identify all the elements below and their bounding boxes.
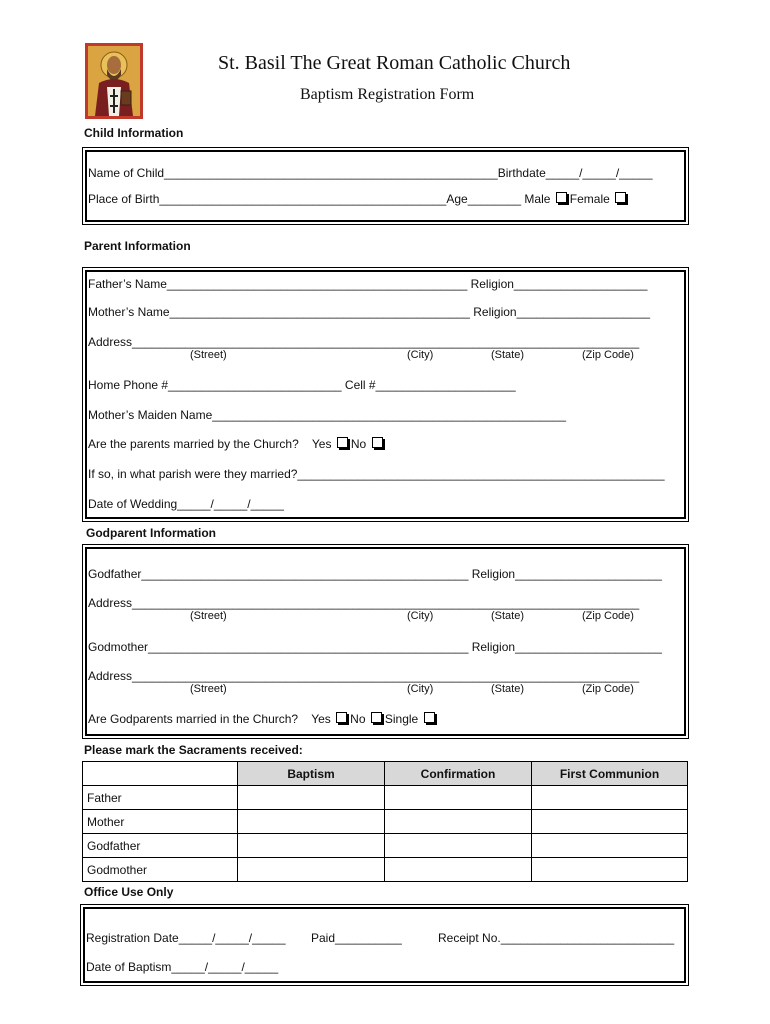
maiden-name-field[interactable]: Mother’s Maiden Name_____________________________________________________	[88, 408, 566, 422]
birth-line-text: Place of Birth___________________________________________Age________ Male	[88, 192, 551, 206]
page-subtitle: Baptism Registration Form	[300, 86, 475, 103]
table-row	[83, 810, 688, 834]
parish-field[interactable]: If so, in what parish were they married?_______________________________________________________	[88, 467, 665, 481]
parents-married-question	[88, 437, 386, 451]
sacrament-cell[interactable]	[385, 834, 532, 858]
table-row	[83, 834, 688, 858]
sacrament-cell[interactable]	[238, 810, 385, 834]
parents-married-label: Are the parents married by the Church? Yes	[88, 437, 332, 451]
city-label: (City)	[407, 610, 434, 622]
state-label: (State)	[491, 610, 525, 622]
page-title: St. Basil The Great Roman Catholic Church	[218, 52, 571, 74]
no-label: No	[350, 437, 367, 451]
godfather-field[interactable]: Godfather_________________________________________________ Religion______________________	[88, 567, 662, 581]
zip-label: (Zip Code)	[582, 610, 634, 622]
column-header: First Communion	[532, 762, 688, 786]
baptism-date-field[interactable]: Date of Baptism_____/_____/_____	[86, 960, 279, 974]
state-label: (State)	[491, 683, 525, 695]
wedding-date-field[interactable]: Date of Wedding_____/_____/_____	[88, 497, 284, 511]
sacrament-cell[interactable]	[385, 858, 532, 882]
phone-field[interactable]: Home Phone #__________________________ Cell #_____________________	[88, 378, 516, 392]
street-label: (Street)	[190, 349, 227, 361]
sacrament-cell[interactable]	[238, 834, 385, 858]
sacraments-heading: Please mark the Sacraments received:	[84, 743, 303, 757]
column-header: Confirmation	[385, 762, 532, 786]
parent-address-field[interactable]: Address____________________________________________________________________________	[88, 335, 640, 349]
godmother-field[interactable]: Godmother________________________________________________ Religion______________________	[88, 640, 662, 654]
godparents-yes-checkbox[interactable]	[336, 712, 347, 723]
parents-married-no-checkbox[interactable]	[372, 437, 383, 448]
row-label: Godfather	[83, 834, 238, 858]
street-label: (Street)	[190, 610, 227, 622]
table-corner	[83, 762, 238, 786]
state-label: (State)	[491, 349, 525, 361]
registration-date-field[interactable]: Registration Date_____/_____/_____	[86, 931, 286, 945]
godparents-married-question	[88, 712, 438, 726]
sacrament-cell[interactable]	[238, 786, 385, 810]
city-label: (City)	[407, 683, 434, 695]
male-checkbox[interactable]	[556, 192, 567, 203]
receipt-field[interactable]: Receipt No.__________________________	[438, 931, 675, 945]
row-label: Mother	[83, 810, 238, 834]
child-name-field[interactable]: Name of Child__________________________________________________Birthdate_____/_____/_____	[88, 166, 653, 180]
row-label: Father	[83, 786, 238, 810]
parents-married-yes-checkbox[interactable]	[337, 437, 348, 448]
female-label: Female	[569, 192, 610, 206]
sacrament-cell[interactable]	[532, 810, 688, 834]
godparents-married-label: Are Godparents married in the Church? Yes	[88, 712, 331, 726]
father-name-field[interactable]: Father’s Name_____________________________________________ Religion____________________	[88, 277, 648, 291]
single-label: Single	[384, 712, 419, 726]
row-label: Godmother	[83, 858, 238, 882]
place-of-birth-field[interactable]	[88, 192, 629, 206]
sacrament-cell[interactable]	[238, 858, 385, 882]
zip-label: (Zip Code)	[582, 349, 634, 361]
godfather-address-field[interactable]: Address____________________________________________________________________________	[88, 596, 640, 610]
sacrament-cell[interactable]	[532, 858, 688, 882]
sacrament-cell[interactable]	[385, 810, 532, 834]
saint-basil-icon	[85, 43, 143, 119]
sacrament-cell[interactable]	[532, 786, 688, 810]
table-row	[83, 858, 688, 882]
godparents-no-checkbox[interactable]	[371, 712, 382, 723]
parent-info-heading: Parent Information	[84, 239, 191, 253]
godmother-address-field[interactable]: Address____________________________________________________________________________	[88, 669, 640, 683]
sacrament-cell[interactable]	[385, 786, 532, 810]
child-info-heading: Child Information	[84, 126, 184, 140]
godparent-info-heading: Godparent Information	[86, 526, 216, 540]
godparents-single-checkbox[interactable]	[424, 712, 435, 723]
table-row	[83, 786, 688, 810]
sacrament-cell[interactable]	[532, 834, 688, 858]
mother-name-field[interactable]: Mother’s Name_____________________________________________ Religion____________________	[88, 305, 651, 319]
column-header: Baptism	[238, 762, 385, 786]
office-use-heading: Office Use Only	[84, 885, 174, 899]
paid-field[interactable]: Paid__________	[311, 931, 402, 945]
sacraments-table	[82, 761, 688, 882]
city-label: (City)	[407, 349, 434, 361]
street-label: (Street)	[190, 683, 227, 695]
no-label: No	[350, 712, 366, 726]
child-info-box	[82, 147, 689, 225]
zip-label: (Zip Code)	[582, 683, 634, 695]
female-checkbox[interactable]	[615, 192, 626, 203]
